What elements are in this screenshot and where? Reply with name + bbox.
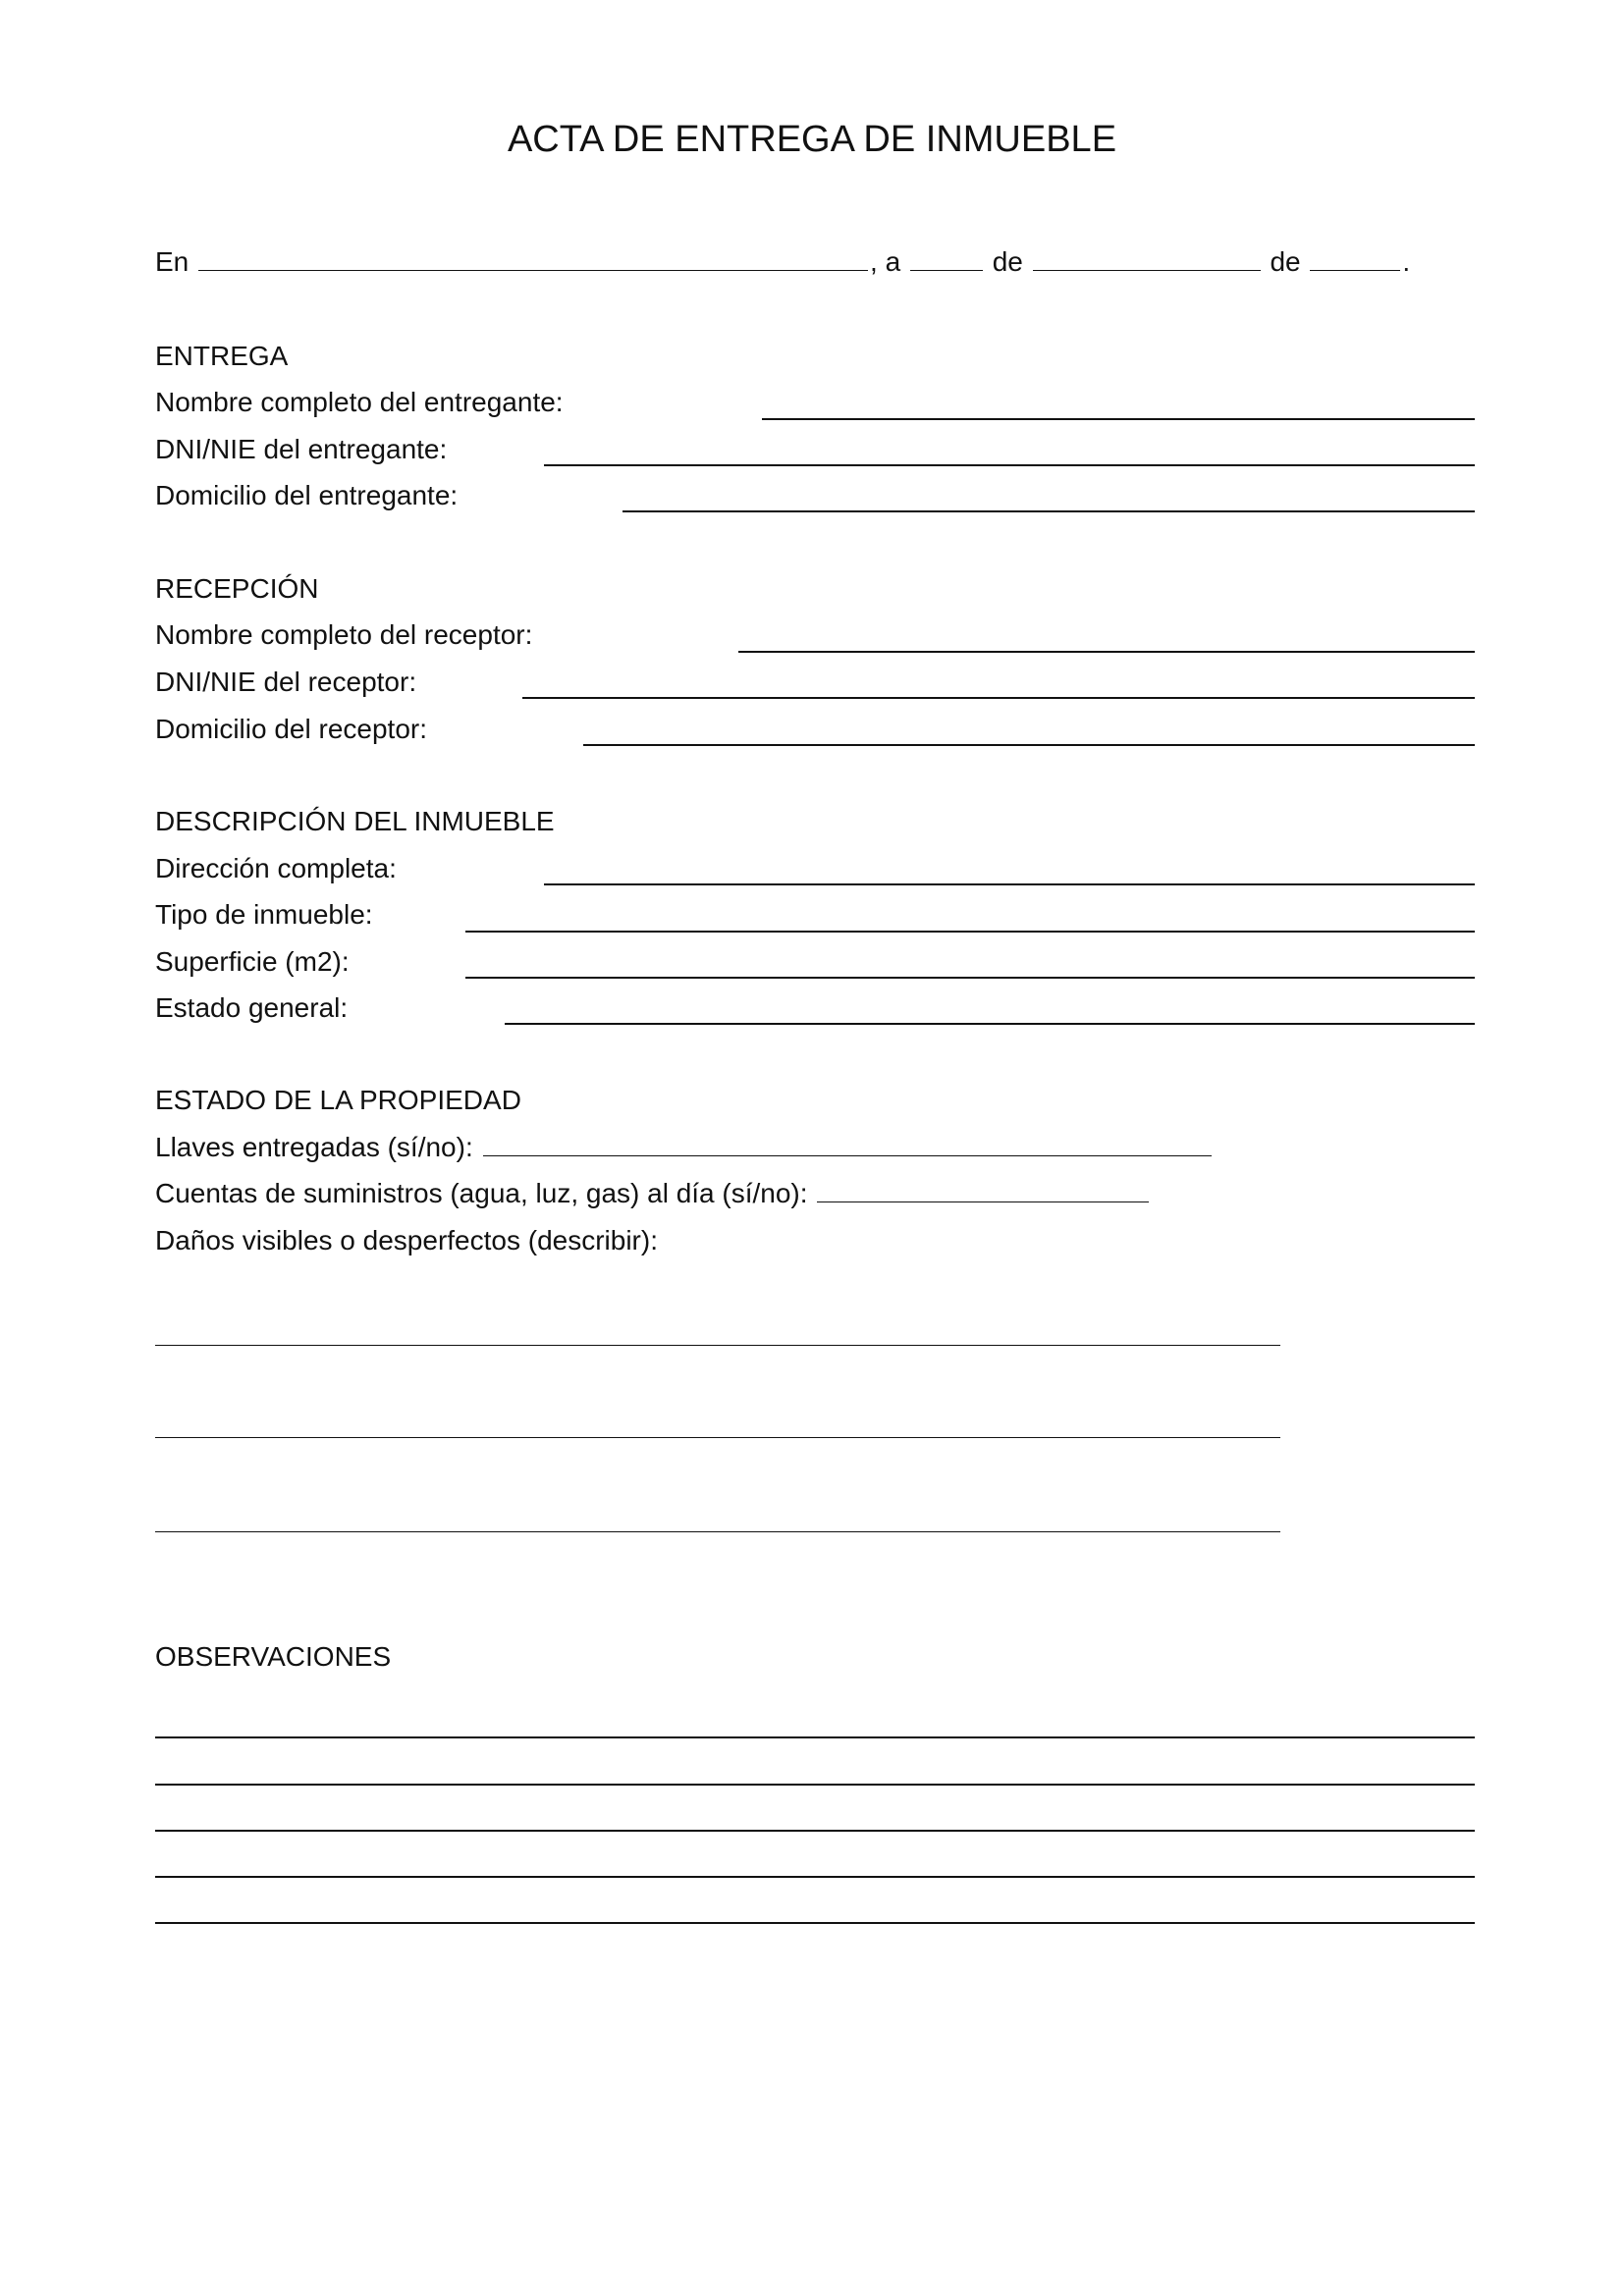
danos-line-2[interactable] — [155, 1437, 1280, 1438]
llaves-field[interactable] — [483, 1132, 1212, 1156]
suministros-line — [155, 1177, 1151, 1210]
recepcion-heading: RECEPCIÓN — [155, 573, 319, 604]
en-label: En — [155, 246, 189, 277]
entregante-domicilio-field[interactable] — [623, 510, 1475, 512]
receptor-dni-field[interactable] — [522, 697, 1475, 699]
entregante-nombre-label: Nombre completo del entregante: — [155, 387, 564, 417]
estado-general-label: Estado general: — [155, 992, 349, 1023]
superficie-label: Superficie (m2): — [155, 946, 350, 977]
llaves-label: Llaves entregadas (sí/no): — [155, 1132, 473, 1162]
de-label-2: de — [1270, 246, 1301, 277]
inmueble-heading: DESCRIPCIÓN DEL INMUEBLE — [155, 806, 555, 836]
estado-heading: ESTADO DE LA PROPIEDAD — [155, 1085, 521, 1115]
direccion-label: Dirección completa: — [155, 853, 397, 883]
receptor-domicilio-field[interactable] — [583, 744, 1475, 746]
observaciones-heading: OBSERVACIONES — [155, 1641, 392, 1672]
day-field[interactable] — [910, 246, 983, 271]
suministros-field[interactable] — [817, 1178, 1149, 1202]
superficie-field[interactable] — [465, 977, 1475, 979]
entregante-dni-label: DNI/NIE del entregante: — [155, 434, 448, 464]
receptor-nombre-label: Nombre completo del receptor: — [155, 619, 533, 650]
observaciones-line-2[interactable] — [155, 1784, 1475, 1786]
observaciones-line-5[interactable] — [155, 1922, 1475, 1924]
danos-line-3[interactable] — [155, 1531, 1280, 1532]
month-field[interactable] — [1033, 246, 1261, 271]
observaciones-line-3[interactable] — [155, 1830, 1475, 1832]
tipo-field[interactable] — [465, 931, 1475, 933]
llaves-line — [155, 1131, 1214, 1164]
danos-line-1[interactable] — [155, 1345, 1280, 1346]
observaciones-line-4[interactable] — [155, 1876, 1475, 1878]
receptor-dni-label: DNI/NIE del receptor: — [155, 667, 417, 697]
entregante-domicilio-label: Domicilio del entregante: — [155, 480, 459, 510]
a-label: , a — [870, 246, 901, 277]
de-label-1: de — [992, 246, 1023, 277]
year-field[interactable] — [1310, 246, 1400, 271]
observaciones-line-1[interactable] — [155, 1736, 1475, 1738]
suministros-label: Cuentas de suministros (agua, luz, gas) al día (sí/no): — [155, 1178, 808, 1208]
danos-label: Daños visibles o desperfectos (describir): — [155, 1225, 658, 1255]
direccion-field[interactable] — [544, 883, 1475, 885]
end-punct: . — [1402, 246, 1411, 277]
estado-general-field[interactable] — [505, 1023, 1475, 1025]
receptor-domicilio-label: Domicilio del receptor: — [155, 714, 427, 744]
tipo-label: Tipo de inmueble: — [155, 899, 373, 930]
receptor-nombre-field[interactable] — [738, 651, 1475, 653]
entrega-heading: ENTREGA — [155, 341, 289, 371]
document-title: ACTA DE ENTREGA DE INMUEBLE — [507, 119, 1117, 160]
entregante-dni-field[interactable] — [544, 464, 1475, 466]
place-field[interactable] — [198, 246, 868, 271]
entregante-nombre-field[interactable] — [762, 418, 1475, 420]
place-date-line — [155, 245, 1410, 279]
